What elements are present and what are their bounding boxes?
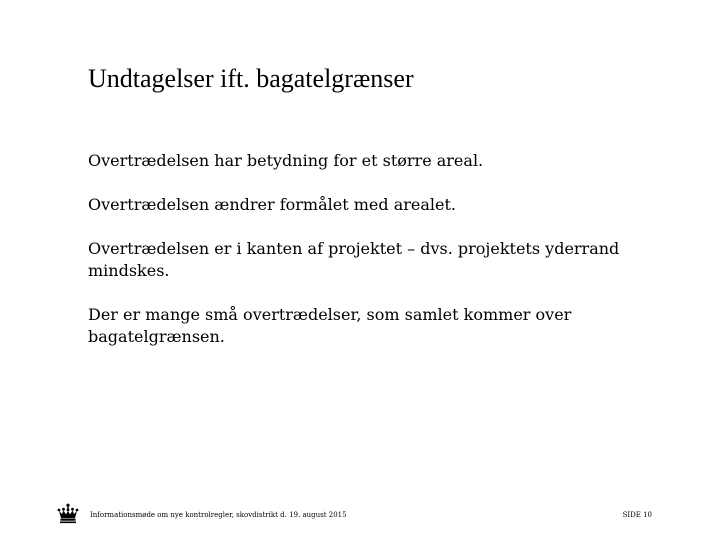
- slide-title: Undtagelser ift. bagatelgrænser: [88, 64, 414, 93]
- page-number: SIDE 10: [622, 511, 652, 519]
- bullet-item: Der er mange små overtrædelser, som samlet kommer over bagatelgrænsen.: [88, 305, 572, 346]
- bullet-item: Overtrædelsen er i kanten af projektet – dvs. projektets yderrand mindskes.: [88, 239, 620, 280]
- crown-icon: [56, 503, 80, 525]
- bullet-list: [88, 150, 648, 370]
- bullet-item: Overtrædelsen har betydning for et større areal.: [88, 151, 484, 170]
- footer-text: Informationsmøde om nye kontrolregler, skovdistrikt d. 19. august 2015: [90, 511, 347, 519]
- slide-footer: [0, 500, 720, 530]
- bullet-item: Overtrædelsen ændrer formålet med arealet.: [88, 195, 457, 214]
